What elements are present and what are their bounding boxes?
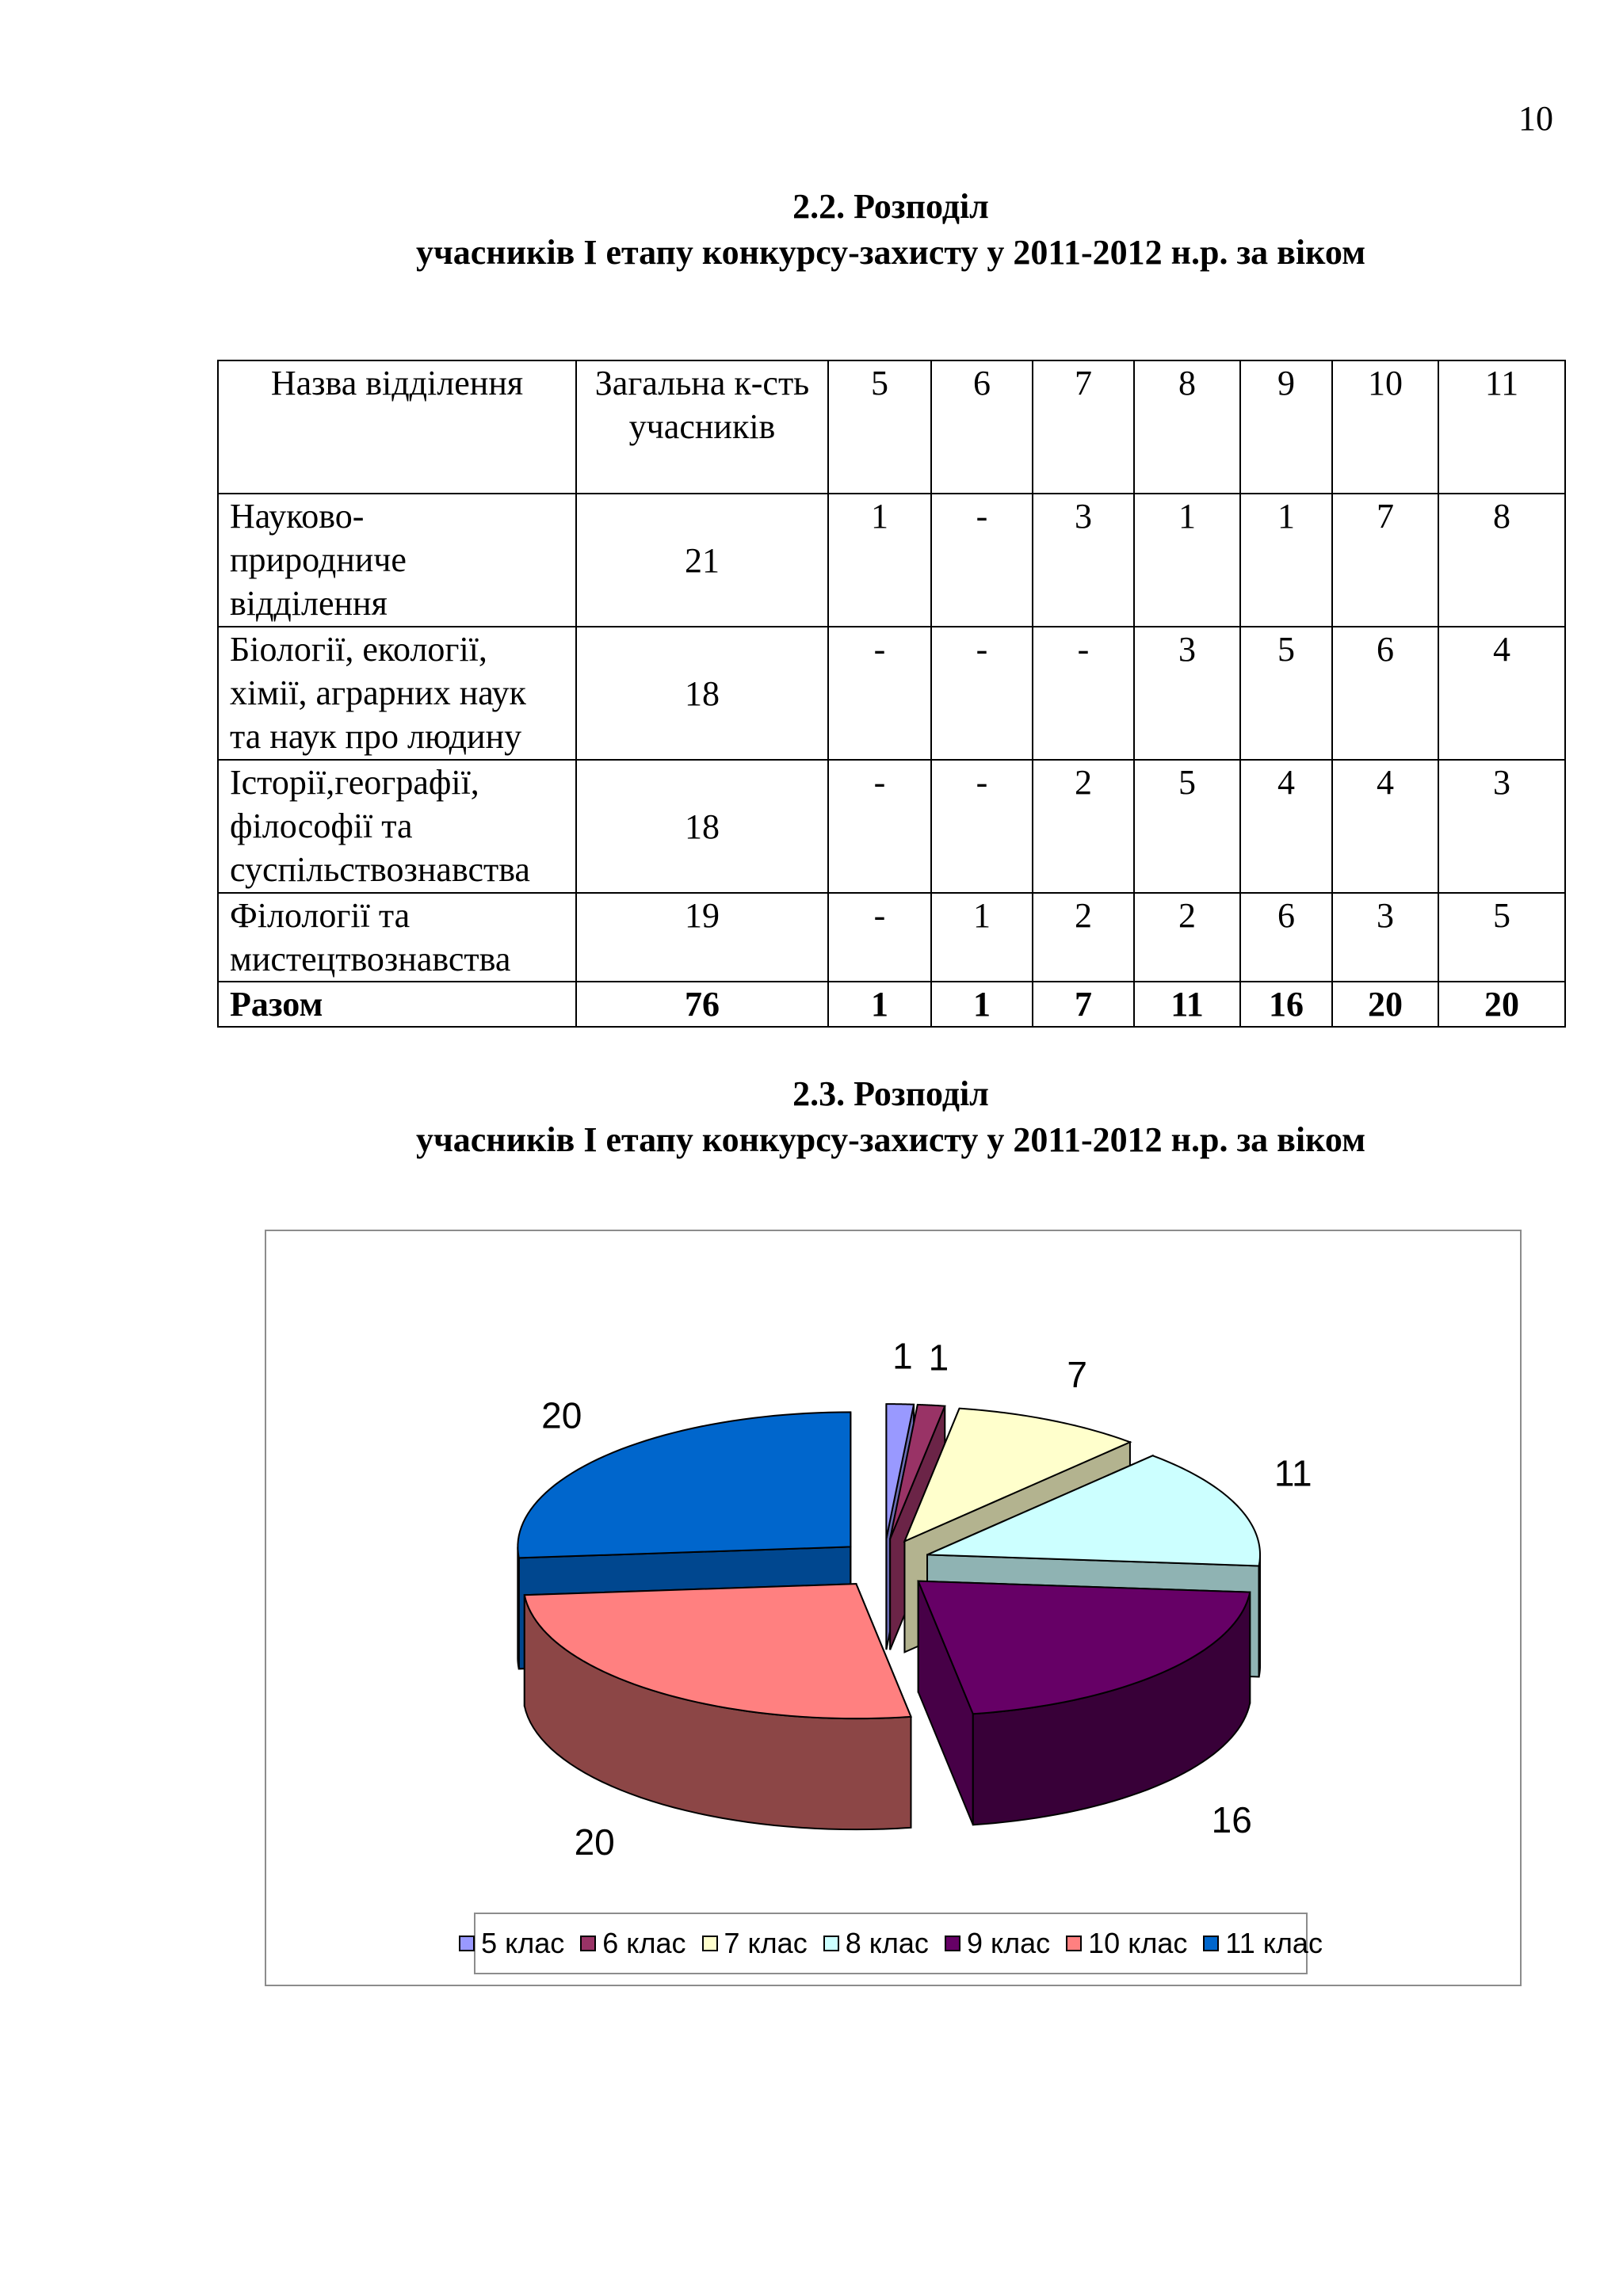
legend-label: 11 клас <box>1225 1927 1323 1959</box>
legend-swatch <box>580 1936 596 1951</box>
table-row <box>218 760 1565 893</box>
header-grade: 11 <box>1438 360 1565 494</box>
grade-count: 5 <box>1438 893 1565 982</box>
chart-legend <box>474 1913 1323 1974</box>
grade-count: - <box>1033 627 1134 760</box>
distribution-table <box>217 360 1566 1028</box>
department-name: Філології та мистецтвознавства <box>218 893 576 982</box>
chart-heading-line1: 2.3. Розподіл <box>792 1074 989 1113</box>
legend-swatch <box>945 1936 960 1951</box>
grade-count: 3 <box>1438 760 1565 893</box>
grade-count: - <box>828 760 931 893</box>
grade-count: - <box>931 494 1033 627</box>
legend-item <box>823 1927 929 1960</box>
grade-count: 2 <box>1033 760 1134 893</box>
grade-count: 3 <box>1134 627 1240 760</box>
pie-data-label: 20 <box>541 1394 582 1436</box>
legend-label: 10 клас <box>1088 1927 1188 1959</box>
grade-count: - <box>931 627 1033 760</box>
header-grade: 6 <box>931 360 1033 494</box>
total-grade-count: 1 <box>931 982 1033 1027</box>
legend-label: 7 клас <box>724 1927 808 1959</box>
pie-data-label: 16 <box>1211 1798 1252 1840</box>
pie-data-label: 1 <box>892 1335 913 1377</box>
pie-data-label: 1 <box>928 1337 949 1379</box>
grade-count: 3 <box>1033 494 1134 627</box>
table-heading-line2: учасників І етапу конкурсу-захисту у 2011-2012 н.р. за віком <box>415 233 1366 272</box>
grade-count: - <box>931 760 1033 893</box>
legend-label: 5 клас <box>481 1927 565 1959</box>
grade-count: - <box>828 893 931 982</box>
grade-count: 6 <box>1332 627 1438 760</box>
legend-swatch <box>1203 1936 1219 1951</box>
legend-swatch <box>823 1936 839 1951</box>
header-department: Назва відділення <box>218 360 576 494</box>
grade-count: 2 <box>1134 893 1240 982</box>
grade-count: 3 <box>1332 893 1438 982</box>
header-grade: 7 <box>1033 360 1134 494</box>
grade-count: 7 <box>1332 494 1438 627</box>
department-name: Науково- природниче відділення <box>218 494 576 627</box>
header-total: Загальна к-сть учасників <box>576 360 828 494</box>
table-header-row <box>218 360 1565 494</box>
table-row <box>218 893 1565 982</box>
total-grade-count: 20 <box>1438 982 1565 1027</box>
legend-item <box>702 1927 808 1960</box>
legend-swatch <box>1066 1936 1082 1951</box>
department-name: Біології, екології, хімії, аграрних наук та наук про людину <box>218 627 576 760</box>
department-name: Історії,географії, філософії та суспільствознавства <box>218 760 576 893</box>
pie-slice <box>918 1581 1251 1825</box>
legend-label: 8 клас <box>845 1927 929 1959</box>
chart-heading <box>0 1071 1623 1163</box>
legend-label: 6 клас <box>602 1927 686 1959</box>
header-grade: 9 <box>1240 360 1332 494</box>
header-grade: 8 <box>1134 360 1240 494</box>
legend-item <box>945 1927 1050 1960</box>
pie-chart <box>266 1231 1523 1988</box>
chart-heading-line2: учасників І етапу конкурсу-захисту у 2011-2012 н.р. за віком <box>415 1120 1366 1159</box>
total-grade-count: 11 <box>1134 982 1240 1027</box>
pie-chart-frame <box>265 1230 1522 1986</box>
total-label: Разом <box>218 982 576 1027</box>
legend-item <box>1203 1927 1323 1960</box>
total-grade-count: 16 <box>1240 982 1332 1027</box>
grade-count: 1 <box>1240 494 1332 627</box>
department-total: 19 <box>576 893 828 982</box>
header-grade: 10 <box>1332 360 1438 494</box>
grade-count: 6 <box>1240 893 1332 982</box>
pie-slice <box>525 1584 911 1829</box>
total-count: 76 <box>576 982 828 1027</box>
department-total: 18 <box>576 627 828 760</box>
grade-count: 1 <box>931 893 1033 982</box>
grade-count: 4 <box>1438 627 1565 760</box>
grade-count: 2 <box>1033 893 1134 982</box>
pie-data-label: 11 <box>1274 1452 1312 1494</box>
table-row <box>218 494 1565 627</box>
page-number: 10 <box>1518 99 1553 138</box>
department-total: 18 <box>576 760 828 893</box>
legend-item <box>580 1927 685 1960</box>
grade-count: 5 <box>1134 760 1240 893</box>
pie-slice-rim <box>517 1547 518 1669</box>
grade-count: 1 <box>1134 494 1240 627</box>
legend-item <box>459 1927 564 1960</box>
table-heading <box>0 184 1623 276</box>
total-grade-count: 1 <box>828 982 931 1027</box>
pie-slice-rim <box>1259 1554 1260 1676</box>
total-grade-count: 7 <box>1033 982 1134 1027</box>
grade-count: 1 <box>828 494 931 627</box>
table-row <box>218 627 1565 760</box>
grade-count: 8 <box>1438 494 1565 627</box>
legend-label: 9 клас <box>966 1927 1051 1959</box>
header-grade: 5 <box>828 360 931 494</box>
grade-count: 4 <box>1332 760 1438 893</box>
total-grade-count: 20 <box>1332 982 1438 1027</box>
table-heading-line1: 2.2. Розподіл <box>792 187 989 226</box>
table-total-row <box>218 982 1565 1027</box>
legend-item <box>1066 1927 1187 1960</box>
legend-swatch <box>702 1936 718 1951</box>
grade-count: - <box>828 627 931 760</box>
legend-swatch <box>459 1936 475 1951</box>
pie-data-label: 20 <box>574 1821 615 1863</box>
pie-data-label: 7 <box>1067 1354 1087 1396</box>
grade-count: 4 <box>1240 760 1332 893</box>
department-total: 21 <box>576 494 828 627</box>
grade-count: 5 <box>1240 627 1332 760</box>
